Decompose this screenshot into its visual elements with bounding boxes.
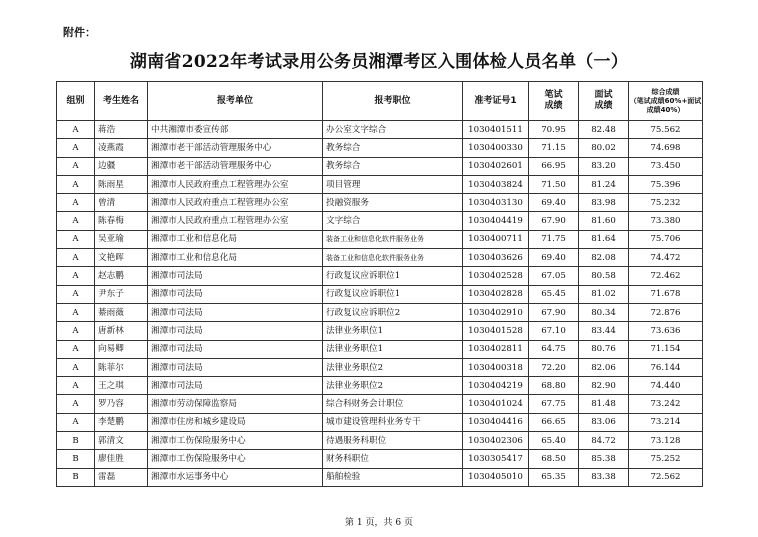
col-header-name: 考生姓名 (95, 82, 148, 121)
cell-written-score: 67.90 (529, 212, 579, 230)
cell-group: A (57, 267, 95, 285)
cell-name: 陈雨星 (95, 175, 148, 193)
attachment-label: 附件： (63, 26, 96, 39)
cell-name: 李楚鹏 (95, 413, 148, 431)
cell-group: A (57, 285, 95, 303)
cell-position: 教务综合 (323, 157, 463, 175)
cell-name: 向易卿 (95, 340, 148, 358)
cell-interview-score: 81.60 (579, 212, 629, 230)
cell-total-score: 73.636 (629, 322, 703, 340)
cell-unit: 湘潭市住房和城乡建设局 (148, 413, 323, 431)
cell-total-score: 72.462 (629, 267, 703, 285)
cell-total-score: 75.232 (629, 194, 703, 212)
cell-ticket: 1030402828 (463, 285, 529, 303)
cell-written-score: 72.20 (529, 358, 579, 376)
cell-written-score: 68.50 (529, 450, 579, 468)
cell-unit: 湘潭市劳动保障监察局 (148, 395, 323, 413)
cell-total-score: 72.562 (629, 468, 703, 486)
cell-written-score: 68.80 (529, 377, 579, 395)
table-row (57, 175, 703, 193)
cell-written-score: 70.95 (529, 121, 579, 139)
cell-interview-score: 80.02 (579, 139, 629, 157)
table-header-row (57, 82, 703, 121)
cell-interview-score: 80.76 (579, 340, 629, 358)
cell-total-score: 74.698 (629, 139, 703, 157)
cell-name: 曾清 (95, 194, 148, 212)
cell-ticket: 1030403626 (463, 249, 529, 267)
cell-group: A (57, 322, 95, 340)
cell-position: 待遇服务科职位 (323, 432, 463, 450)
cell-written-score: 65.40 (529, 432, 579, 450)
cell-written-score: 67.10 (529, 322, 579, 340)
col-header-total (629, 82, 703, 121)
cell-name: 綦雨薇 (95, 303, 148, 321)
cell-unit: 湘潭市人民政府重点工程管理办公室 (148, 212, 323, 230)
cell-name: 郭清文 (95, 432, 148, 450)
table-row (57, 285, 703, 303)
cell-written-score: 65.45 (529, 285, 579, 303)
cell-written-score: 67.05 (529, 267, 579, 285)
col-header-unit: 报考单位 (148, 82, 323, 121)
cell-written-score: 65.35 (529, 468, 579, 486)
cell-written-score: 67.90 (529, 303, 579, 321)
cell-name: 赵志鹏 (95, 267, 148, 285)
cell-total-score: 71.154 (629, 340, 703, 358)
cell-total-score: 73.380 (629, 212, 703, 230)
cell-total-score: 75.706 (629, 230, 703, 248)
cell-name: 陈菲尔 (95, 358, 148, 376)
cell-ticket: 1030401528 (463, 322, 529, 340)
cell-unit: 湘潭市老干部活动管理服务中心 (148, 157, 323, 175)
cell-interview-score: 80.58 (579, 267, 629, 285)
cell-interview-score: 81.02 (579, 285, 629, 303)
col-header-total-line2: （笔试成绩60%+面试 (629, 96, 702, 105)
table-row (57, 413, 703, 431)
cell-written-score: 67.75 (529, 395, 579, 413)
table-row (57, 230, 703, 248)
cell-total-score: 73.214 (629, 413, 703, 431)
cell-position: 法律业务职位1 (323, 322, 463, 340)
cell-interview-score: 84.72 (579, 432, 629, 450)
cell-written-score: 66.65 (529, 413, 579, 431)
cell-total-score: 75.562 (629, 121, 703, 139)
cell-name: 尹东子 (95, 285, 148, 303)
cell-interview-score: 81.48 (579, 395, 629, 413)
col-header-written (529, 82, 579, 121)
table-row (57, 303, 703, 321)
cell-ticket: 1030404416 (463, 413, 529, 431)
cell-unit: 湘潭市人民政府重点工程管理办公室 (148, 194, 323, 212)
cell-interview-score: 81.24 (579, 175, 629, 193)
cell-position: 船舶检验 (323, 468, 463, 486)
cell-ticket: 1030402601 (463, 157, 529, 175)
cell-position: 法律业务职位2 (323, 358, 463, 376)
table-body (57, 121, 703, 487)
table-row (57, 377, 703, 395)
table-row (57, 212, 703, 230)
cell-written-score: 71.50 (529, 175, 579, 193)
cell-ticket: 1030401511 (463, 121, 529, 139)
table-row (57, 249, 703, 267)
cell-ticket: 1030405010 (463, 468, 529, 486)
cell-written-score: 64.75 (529, 340, 579, 358)
cell-total-score: 72.876 (629, 303, 703, 321)
cell-total-score: 73.450 (629, 157, 703, 175)
cell-position: 财务科职位 (323, 450, 463, 468)
cell-group: A (57, 395, 95, 413)
cell-total-score: 71.678 (629, 285, 703, 303)
cell-interview-score: 82.08 (579, 249, 629, 267)
cell-total-score: 76.144 (629, 358, 703, 376)
col-header-group: 组别 (57, 82, 95, 121)
col-header-interview-line2: 成绩 (594, 101, 613, 111)
cell-ticket: 1030402306 (463, 432, 529, 450)
cell-written-score: 69.40 (529, 249, 579, 267)
cell-interview-score: 85.38 (579, 450, 629, 468)
table-row (57, 267, 703, 285)
cell-unit: 湘潭市司法局 (148, 322, 323, 340)
cell-ticket: 1030404219 (463, 377, 529, 395)
cell-group: A (57, 212, 95, 230)
cell-interview-score: 82.48 (579, 121, 629, 139)
cell-unit: 湘潭市工业和信息化局 (148, 249, 323, 267)
cell-interview-score: 80.34 (579, 303, 629, 321)
cell-group: A (57, 230, 95, 248)
cell-interview-score: 83.44 (579, 322, 629, 340)
cell-unit: 湘潭市人民政府重点工程管理办公室 (148, 175, 323, 193)
table-row (57, 395, 703, 413)
cell-name: 罗乃容 (95, 395, 148, 413)
cell-position: 城市建设管理科业务专干 (323, 413, 463, 431)
table-row (57, 358, 703, 376)
table-row (57, 139, 703, 157)
col-header-written-line1: 笔试 (544, 90, 563, 100)
cell-name: 边疆 (95, 157, 148, 175)
cell-interview-score: 83.38 (579, 468, 629, 486)
candidate-table (56, 81, 703, 487)
cell-interview-score: 81.64 (579, 230, 629, 248)
cell-group: A (57, 303, 95, 321)
page-footer: 第 1 页，共 6 页 (345, 518, 413, 528)
cell-group: B (57, 450, 95, 468)
cell-ticket: 1030403824 (463, 175, 529, 193)
cell-unit: 湘潭市工业和信息化局 (148, 230, 323, 248)
cell-position: 文字综合 (323, 212, 463, 230)
table-row (57, 194, 703, 212)
cell-ticket: 1030404419 (463, 212, 529, 230)
cell-unit: 湘潭市老干部活动管理服务中心 (148, 139, 323, 157)
cell-name: 吴亚瑜 (95, 230, 148, 248)
cell-unit: 湘潭市工伤保险服务中心 (148, 432, 323, 450)
cell-unit: 湘潭市工伤保险服务中心 (148, 450, 323, 468)
cell-name: 蒋浩 (95, 121, 148, 139)
cell-total-score: 74.440 (629, 377, 703, 395)
cell-written-score: 71.75 (529, 230, 579, 248)
col-header-total-line3: 成绩40%） (646, 105, 685, 114)
cell-interview-score: 83.20 (579, 157, 629, 175)
table-row (57, 340, 703, 358)
cell-ticket: 1030402528 (463, 267, 529, 285)
cell-group: A (57, 175, 95, 193)
table-row (57, 121, 703, 139)
cell-group: A (57, 121, 95, 139)
cell-ticket: 1030305417 (463, 450, 529, 468)
table-row (57, 157, 703, 175)
cell-ticket: 1030401024 (463, 395, 529, 413)
cell-total-score: 75.252 (629, 450, 703, 468)
cell-interview-score: 82.90 (579, 377, 629, 395)
cell-ticket: 1030400318 (463, 358, 529, 376)
cell-interview-score: 82.06 (579, 358, 629, 376)
cell-position: 行政复议应诉职位1 (323, 267, 463, 285)
cell-group: A (57, 249, 95, 267)
cell-total-score: 74.472 (629, 249, 703, 267)
cell-position: 综合科财务会计职位 (323, 395, 463, 413)
cell-total-score: 73.242 (629, 395, 703, 413)
cell-position: 装备工业和信息化软件服务业务 (323, 249, 463, 267)
cell-unit: 中共湘潭市委宣传部 (148, 121, 323, 139)
cell-position: 行政复议应诉职位1 (323, 285, 463, 303)
cell-name: 陈春梅 (95, 212, 148, 230)
cell-position: 装备工业和信息化软件服务业务 (323, 230, 463, 248)
col-header-interview (579, 82, 629, 121)
cell-unit: 湘潭市司法局 (148, 340, 323, 358)
table-row (57, 322, 703, 340)
cell-ticket: 1030402910 (463, 303, 529, 321)
cell-position: 教务综合 (323, 139, 463, 157)
cell-written-score: 71.15 (529, 139, 579, 157)
cell-total-score: 73.128 (629, 432, 703, 450)
cell-group: A (57, 340, 95, 358)
cell-group: A (57, 157, 95, 175)
col-header-ticket: 准考证号1 (463, 82, 529, 121)
cell-unit: 湘潭市水运事务中心 (148, 468, 323, 486)
cell-name: 凌燕霞 (95, 139, 148, 157)
cell-position: 办公室文字综合 (323, 121, 463, 139)
cell-name: 雷磊 (95, 468, 148, 486)
cell-name: 唐新林 (95, 322, 148, 340)
col-header-position: 报考职位 (323, 82, 463, 121)
cell-unit: 湘潭市司法局 (148, 358, 323, 376)
cell-position: 行政复议应诉职位2 (323, 303, 463, 321)
cell-ticket: 1030402811 (463, 340, 529, 358)
col-header-interview-line1: 面试 (594, 90, 613, 100)
col-header-total-line1: 综合成绩 (651, 87, 680, 96)
cell-unit: 湘潭市司法局 (148, 377, 323, 395)
cell-name: 廖佳胜 (95, 450, 148, 468)
cell-written-score: 66.95 (529, 157, 579, 175)
cell-group: B (57, 468, 95, 486)
cell-position: 法律业务职位2 (323, 377, 463, 395)
cell-group: A (57, 358, 95, 376)
cell-position: 投融资服务 (323, 194, 463, 212)
cell-group: A (57, 139, 95, 157)
cell-ticket: 1030400330 (463, 139, 529, 157)
cell-unit: 湘潭市司法局 (148, 267, 323, 285)
cell-interview-score: 83.06 (579, 413, 629, 431)
cell-group: A (57, 377, 95, 395)
cell-unit: 湘潭市司法局 (148, 303, 323, 321)
cell-ticket: 1030403130 (463, 194, 529, 212)
cell-total-score: 75.396 (629, 175, 703, 193)
cell-ticket: 1030400711 (463, 230, 529, 248)
cell-group: A (57, 413, 95, 431)
cell-name: 文艳晖 (95, 249, 148, 267)
cell-written-score: 69.40 (529, 194, 579, 212)
cell-interview-score: 83.98 (579, 194, 629, 212)
table-row (57, 450, 703, 468)
cell-name: 王之琪 (95, 377, 148, 395)
cell-group: B (57, 432, 95, 450)
col-header-written-line2: 成绩 (544, 101, 563, 111)
cell-unit: 湘潭市司法局 (148, 285, 323, 303)
table-row (57, 432, 703, 450)
cell-group: A (57, 194, 95, 212)
table-row (57, 468, 703, 486)
cell-position: 法律业务职位1 (323, 340, 463, 358)
cell-position: 项目管理 (323, 175, 463, 193)
page-title: 湖南省2022年考试录用公务员湘潭考区入围体检人员名单（一） (129, 52, 629, 72)
